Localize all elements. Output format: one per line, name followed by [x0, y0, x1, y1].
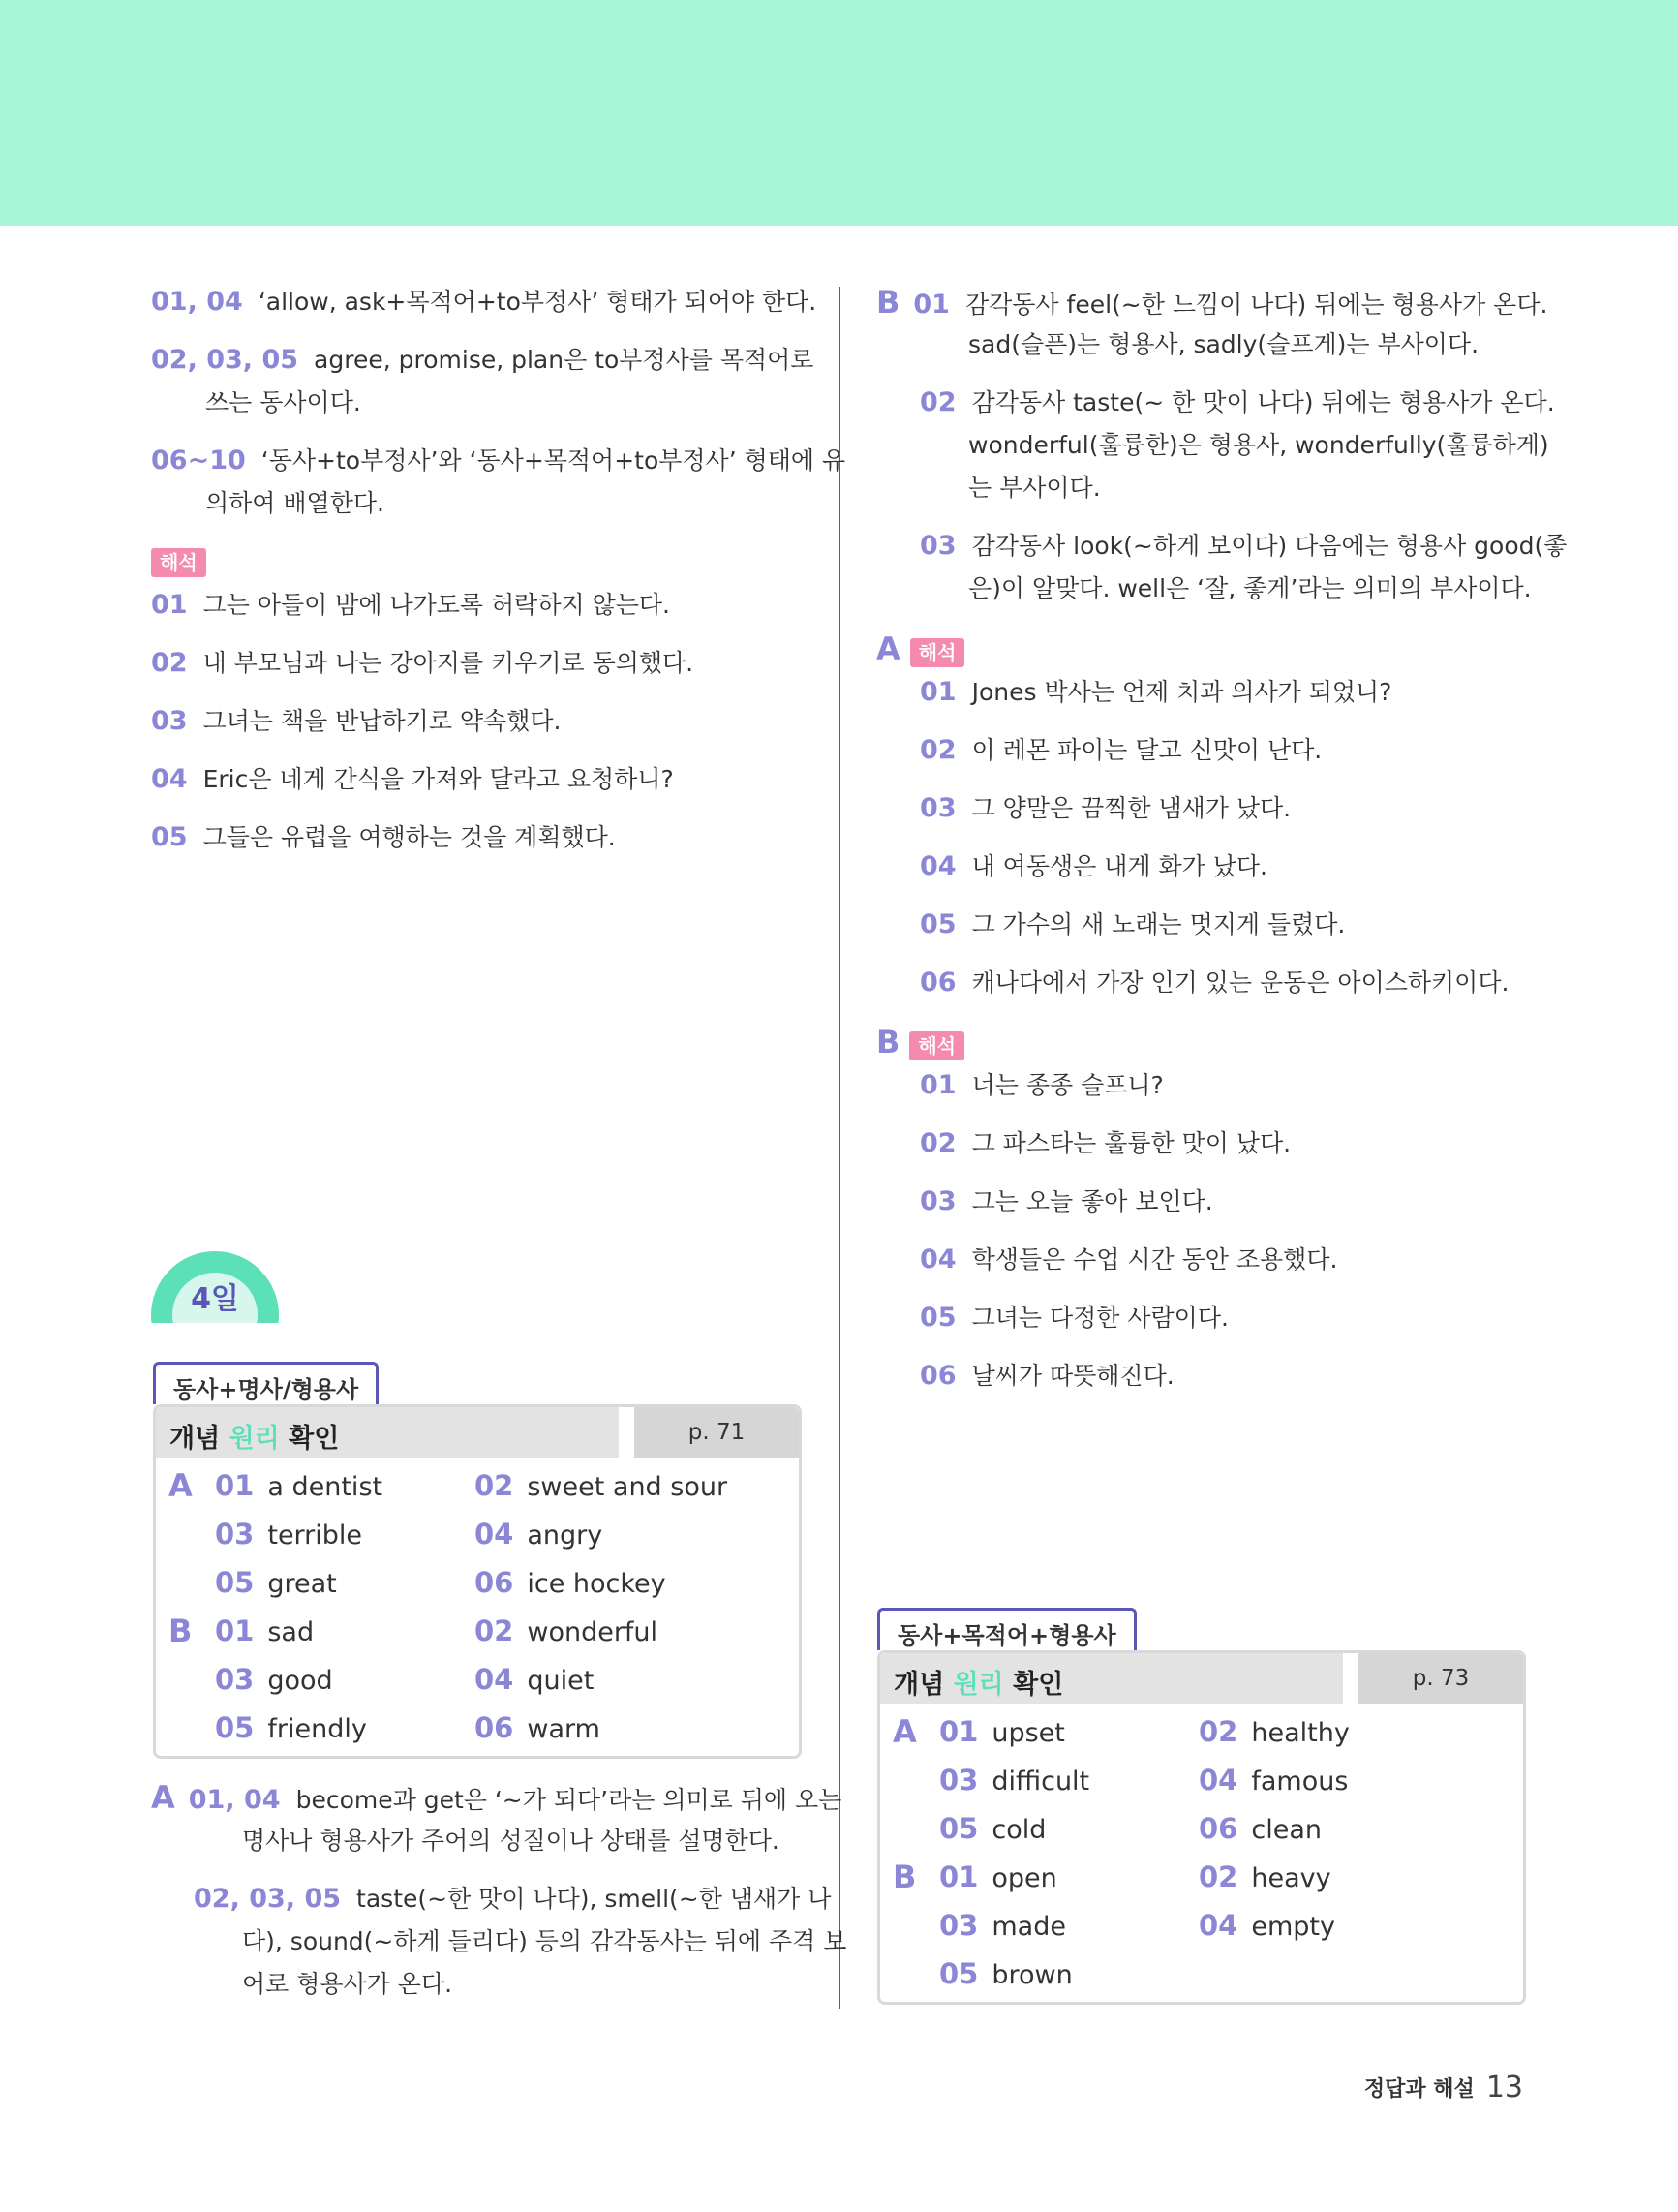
answer-text: wonderful [527, 1617, 658, 1647]
answer-item [939, 1712, 1065, 1753]
translation-item [920, 1239, 1337, 1281]
answer-text: cold [992, 1815, 1047, 1845]
answer-number: 05 [939, 1957, 979, 1990]
answer-text: open [992, 1863, 1057, 1893]
answer-item [939, 1906, 1066, 1947]
left-bottom-explanation-2: 02, 03, 05 taste(~한 맛이 나다), smell(~한 냄새가 나 [194, 1884, 832, 1914]
answer-item [1199, 1761, 1348, 1801]
right-explanation-2-cont: wonderful(훌륭한)은 형용사, wonderfully(훌륭하게) [968, 431, 1549, 459]
left-explanation-3-cont: 의하여 배열한다. [205, 489, 384, 517]
page-footer [1364, 2071, 1523, 2104]
top-color-band [0, 0, 1678, 226]
left-bottom-explanation-1-cont: 명사나 형용사가 주어의 성질이나 상태를 설명한다. [242, 1827, 779, 1855]
answer-box-2-page-ref: p. 73 [1358, 1653, 1523, 1704]
left-bottom-explanation-2-cont: 어로 형용사가 온다. [242, 1970, 453, 1998]
left-explanation-1: 01, 04 ‘allow, ask+목적어+to부정사’ 형태가 되어야 한다. [151, 287, 817, 317]
answer-text: angry [527, 1521, 603, 1551]
answer-item [215, 1660, 333, 1701]
answer-item [939, 1761, 1089, 1801]
answer-number: 01 [939, 1860, 979, 1893]
left-translation-item: 04 Eric은 네게 간식을 가져와 달라고 요청하니? [151, 764, 674, 794]
answer-item [1199, 1858, 1331, 1898]
answer-text: good [267, 1666, 333, 1696]
day-badge [151, 1251, 279, 1323]
translation-text: 학생들은 수업 시간 동안 조용했다. [971, 1245, 1338, 1274]
translation-text: 그는 오늘 좋아 보인다. [971, 1187, 1213, 1215]
left-translation-item: 01 그는 아들이 밤에 나가도록 허락하지 않는다. [151, 590, 670, 620]
answer-text: famous [1251, 1767, 1349, 1797]
answer-text: sweet and sour [527, 1472, 728, 1502]
answer-text: a dentist [267, 1472, 383, 1502]
left-translation-item: 05 그들은 유럽을 여행하는 것을 계획했다. [151, 822, 616, 852]
answer-item [474, 1708, 600, 1749]
answer-item [474, 1466, 727, 1507]
left-explanation-2-cont: 쓰는 동사이다. [205, 388, 361, 416]
answer-number: 06 [1199, 1812, 1238, 1845]
right-explanation-2: 02 감각동사 taste(~ 한 맛이 나다) 뒤에는 형용사가 온다. [920, 387, 1555, 417]
translation-number: 01 [920, 1070, 957, 1100]
right-translation-a-header: A 해석 [876, 628, 964, 673]
topic-tab-1: 동사+명사/형용사 [153, 1362, 379, 1404]
answer-item [939, 1954, 1073, 1995]
translation-item [920, 729, 1322, 772]
answer-item [474, 1563, 666, 1604]
translation-item [920, 962, 1509, 1004]
answer-text: made [992, 1912, 1066, 1942]
translation-text: 그녀는 다정한 사람이다. [971, 1304, 1229, 1332]
translation-number: 06 [920, 968, 957, 998]
answer-item [1199, 1809, 1322, 1850]
answer-number: 01 [215, 1614, 255, 1647]
answer-section-letter: A [893, 1713, 917, 1750]
left-explanation-3: 06~10 ‘동사+to부정사’와 ‘동사+목적어+to부정사’ 형태에 유 [151, 445, 846, 476]
answer-section-letter: B [168, 1613, 193, 1649]
answer-item [215, 1515, 362, 1555]
right-explanation-1-cont: sad(슬픈)는 형용사, sadly(슬프게)는 부사이다. [968, 330, 1480, 358]
answer-number: 03 [939, 1764, 979, 1797]
answer-number: 06 [474, 1711, 514, 1744]
answer-text: friendly [267, 1714, 367, 1744]
answer-item [215, 1708, 367, 1749]
answer-number: 02 [1199, 1715, 1238, 1748]
answer-text: difficult [992, 1767, 1090, 1797]
answer-text: ice hockey [527, 1569, 666, 1599]
answer-text: heavy [1251, 1863, 1331, 1893]
answer-box-1-header [156, 1407, 799, 1458]
column-divider [839, 287, 840, 2009]
translation-item [920, 1355, 1175, 1398]
answer-text: quiet [527, 1666, 595, 1696]
answer-item [215, 1466, 382, 1507]
translation-number: 03 [920, 1186, 957, 1216]
translation-number: 01 [920, 677, 957, 707]
translation-number: 05 [920, 1303, 957, 1333]
answer-item [215, 1563, 337, 1604]
answer-text: terrible [267, 1521, 363, 1551]
translation-text: 그 양말은 끔찍한 냄새가 났다. [971, 794, 1292, 822]
left-bottom-explanation-1: A 01, 04 become과 get은 ‘~가 되다’라는 의미로 뒤에 오는 [151, 1779, 842, 1816]
answer-number: 05 [215, 1566, 255, 1599]
answer-number: 04 [1199, 1764, 1238, 1797]
answer-number: 02 [474, 1469, 514, 1502]
answer-text: brown [992, 1960, 1073, 1990]
answer-item [474, 1660, 594, 1701]
answer-item [474, 1515, 602, 1555]
answer-item [1199, 1906, 1335, 1947]
left-explanation-2: 02, 03, 05 agree, promise, plan은 to부정사를 목적어로 [151, 345, 814, 375]
translation-text: 캐나다에서 가장 인기 있는 운동은 아이스하키이다. [971, 968, 1510, 997]
answer-number: 03 [215, 1518, 255, 1551]
right-explanation-3: 03 감각동사 look(~하게 보이다) 다음에는 형용사 good(좋 [920, 531, 1568, 561]
answer-number: 03 [215, 1663, 255, 1696]
answer-text: great [267, 1569, 337, 1599]
answer-number: 01 [215, 1469, 255, 1502]
answer-box-2-header [880, 1653, 1523, 1704]
answer-box-2-title: 개념 원리 확인 [894, 1670, 1064, 1700]
answer-text: clean [1251, 1815, 1322, 1845]
right-explanation-3-cont: 은)이 알맞다. well은 ‘잘, 좋게’라는 의미의 부사이다. [968, 574, 1532, 602]
answer-item [1199, 1712, 1350, 1753]
answer-text: warm [527, 1714, 600, 1744]
footer-label: 정답과 해설 [1363, 2077, 1475, 2102]
translation-text: 이 레몬 파이는 달고 신맛이 난다. [971, 736, 1323, 764]
answer-section-letter: A [168, 1467, 193, 1504]
translation-item [920, 904, 1345, 946]
answer-text: upset [992, 1718, 1065, 1748]
translation-number: 05 [920, 909, 957, 939]
left-translation-tag: 해석 [151, 540, 206, 583]
left-translation-item: 02 내 부모님과 나는 강아지를 키우기로 동의했다. [151, 648, 694, 678]
translation-item [920, 1181, 1213, 1223]
answer-box-1-page-ref: p. 71 [634, 1407, 799, 1458]
translation-text: 그 파스타는 훌륭한 맛이 났다. [971, 1129, 1292, 1157]
left-bottom-explanation-2-cont: 다), sound(~하게 들리다) 등의 감각동사는 뒤에 주격 보 [242, 1927, 847, 1955]
answer-number: 04 [474, 1663, 514, 1696]
translation-number: 04 [920, 1244, 957, 1275]
answer-item [939, 1809, 1046, 1850]
answer-number: 04 [1199, 1909, 1238, 1942]
left-translation-item: 03 그녀는 책을 반납하기로 약속했다. [151, 706, 562, 736]
day-badge-label: 4일 [191, 1282, 239, 1316]
answer-item [474, 1612, 657, 1652]
answer-number: 06 [474, 1566, 514, 1599]
answer-box-1-title: 개념 원리 확인 [169, 1424, 340, 1454]
translation-number: 04 [920, 851, 957, 881]
answer-number: 05 [939, 1812, 979, 1845]
answer-section-letter: B [893, 1859, 917, 1895]
translation-number: 02 [920, 1128, 957, 1158]
translation-text: 너는 종종 슬프니? [971, 1071, 1164, 1099]
translation-item [920, 845, 1267, 888]
translation-item [920, 1297, 1229, 1339]
right-translation-b-header: B 해석 [876, 1021, 964, 1066]
translation-item [920, 1122, 1291, 1165]
answer-number: 01 [939, 1715, 979, 1748]
translation-item [920, 671, 1391, 714]
right-explanation-2-cont: 는 부사이다. [968, 474, 1101, 502]
answer-item [939, 1858, 1057, 1898]
answer-number: 02 [474, 1614, 514, 1647]
answer-number: 04 [474, 1518, 514, 1551]
translation-number: 02 [920, 735, 957, 765]
translation-number: 03 [920, 793, 957, 823]
answer-text: empty [1251, 1912, 1335, 1942]
answer-number: 05 [215, 1711, 255, 1744]
translation-text: 날씨가 따뜻해진다. [971, 1362, 1175, 1390]
translation-item [920, 1064, 1164, 1107]
answer-item [215, 1612, 314, 1652]
translation-text: 내 여동생은 내게 화가 났다. [971, 852, 1267, 880]
translation-item [920, 787, 1291, 830]
topic-tab-2: 동사+목적어+형용사 [877, 1608, 1137, 1650]
answer-text: healthy [1251, 1718, 1350, 1748]
translation-number: 06 [920, 1361, 957, 1391]
translation-text: 그 가수의 새 노래는 멋지게 들렸다. [971, 910, 1346, 938]
answer-number: 02 [1199, 1860, 1238, 1893]
answer-text: sad [267, 1617, 315, 1647]
page-number: 13 [1485, 2071, 1523, 2104]
translation-text: Jones 박사는 언제 치과 의사가 되었니? [971, 678, 1392, 706]
right-explanation-1: B 01 감각동사 feel(~한 느낌이 나다) 뒤에는 형용사가 온다. [876, 284, 1548, 321]
answer-number: 03 [939, 1909, 979, 1942]
